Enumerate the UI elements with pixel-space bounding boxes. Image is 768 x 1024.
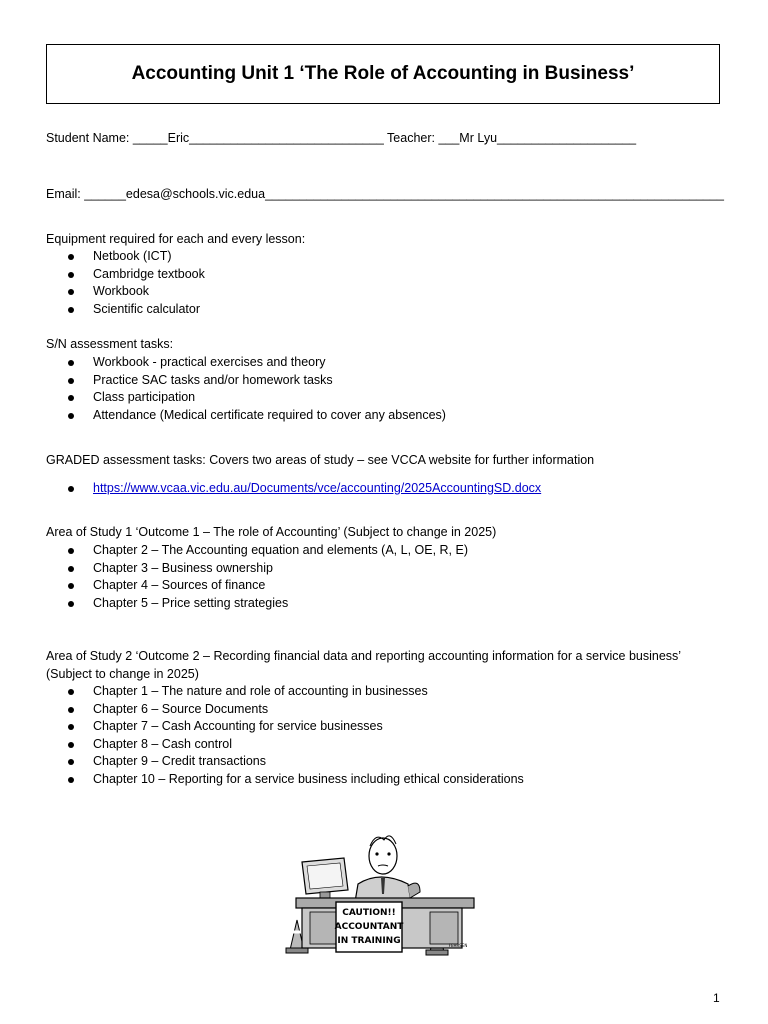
bullet-icon [68,724,74,730]
aos1-chapter-list [46,542,468,612]
svg-text:CAUTION!!: CAUTION!! [342,908,396,918]
list-item: Chapter 7 – Cash Accounting for service businesses [46,718,524,736]
list-item: Chapter 10 – Reporting for a service business including ethical considerations [46,771,524,789]
bullet-icon [68,548,74,554]
email-line: Email: ______edesa@schools.vic.edua__________________________________________________________________ [46,187,724,201]
bullet-icon [68,254,74,260]
list-item: Chapter 3 – Business ownership [46,560,468,578]
list-item: Class participation [46,389,446,407]
page-number: 1 [713,991,720,1005]
list-item: Scientific calculator [46,301,205,319]
aos1-heading: Area of Study 1 ‘Outcome 1 – The role of Accounting’ (Subject to change in 2025) [46,525,497,539]
bullet-icon [68,486,74,492]
graded-heading: GRADED assessment tasks: Covers two areas of study – see VCCA website for further information [46,453,595,467]
list-item: Cambridge textbook [46,266,205,284]
student-teacher-line: Student Name: _____Eric____________________________ Teacher: ___Mr Lyu____________________ [46,131,637,145]
bullet-icon [68,759,74,765]
list-item: Workbook - practical exercises and theory [46,354,446,372]
bullet-icon [68,566,74,572]
bullet-icon [68,601,74,607]
caution-sign [335,902,405,952]
bullet-icon [68,689,74,695]
list-item: Chapter 9 – Credit transactions [46,753,524,771]
bullet-icon [68,395,74,401]
list-item: Attendance (Medical certificate required to cover any absences) [46,407,446,425]
list-item: Workbook [46,283,205,301]
list-item: Chapter 2 – The Accounting equation and elements (A, L, OE, R, E) [46,542,468,560]
svg-text:ACCOUNTANT: ACCOUNTANT [334,922,404,932]
list-item [46,480,541,498]
bullet-icon [68,583,74,589]
list-item: Practice SAC tasks and/or homework tasks [46,372,446,390]
bullet-icon [68,378,74,384]
cartoonist-signature: FEHRSEN [448,943,468,948]
vcaa-study-design-link[interactable]: https://www.vcaa.vic.edu.au/Documents/vce/accounting/2025AccountingSD.docx [93,481,542,495]
list-item: Chapter 8 – Cash control [46,736,524,754]
accountant-figure-icon [354,836,420,908]
sn-tasks-heading: S/N assessment tasks: [46,337,174,351]
bullet-icon [68,289,74,295]
bullet-icon [68,413,74,419]
equipment-heading: Equipment required for each and every lesson: [46,232,306,246]
bullet-icon [68,307,74,313]
list-item: Chapter 6 – Source Documents [46,701,524,719]
list-item: Netbook (ICT) [46,248,205,266]
page-title: Accounting Unit 1 ‘The Role of Accounting in Business’ [131,63,635,84]
bullet-icon [68,777,74,783]
computer-monitor-icon [302,858,348,898]
graded-link-list [46,480,541,498]
list-item: Chapter 1 – The nature and role of accounting in businesses [46,683,524,701]
aos2-heading: Area of Study 2 ‘Outcome 2 – Recording financial data and reporting accounting information for a service business’ (Subject to change in 2025) [46,649,681,681]
bullet-icon [68,360,74,366]
list-item: Chapter 5 – Price setting strategies [46,595,468,613]
equipment-list [46,248,205,318]
bullet-icon [68,742,74,748]
title-box [46,44,720,104]
accountant-cartoon [280,828,490,956]
aos2-chapter-list [46,683,524,789]
bullet-icon [68,272,74,278]
svg-text:IN TRAINING: IN TRAINING [337,936,401,946]
sn-tasks-list [46,354,446,424]
bullet-icon [68,707,74,713]
list-item: Chapter 4 – Sources of finance [46,577,468,595]
